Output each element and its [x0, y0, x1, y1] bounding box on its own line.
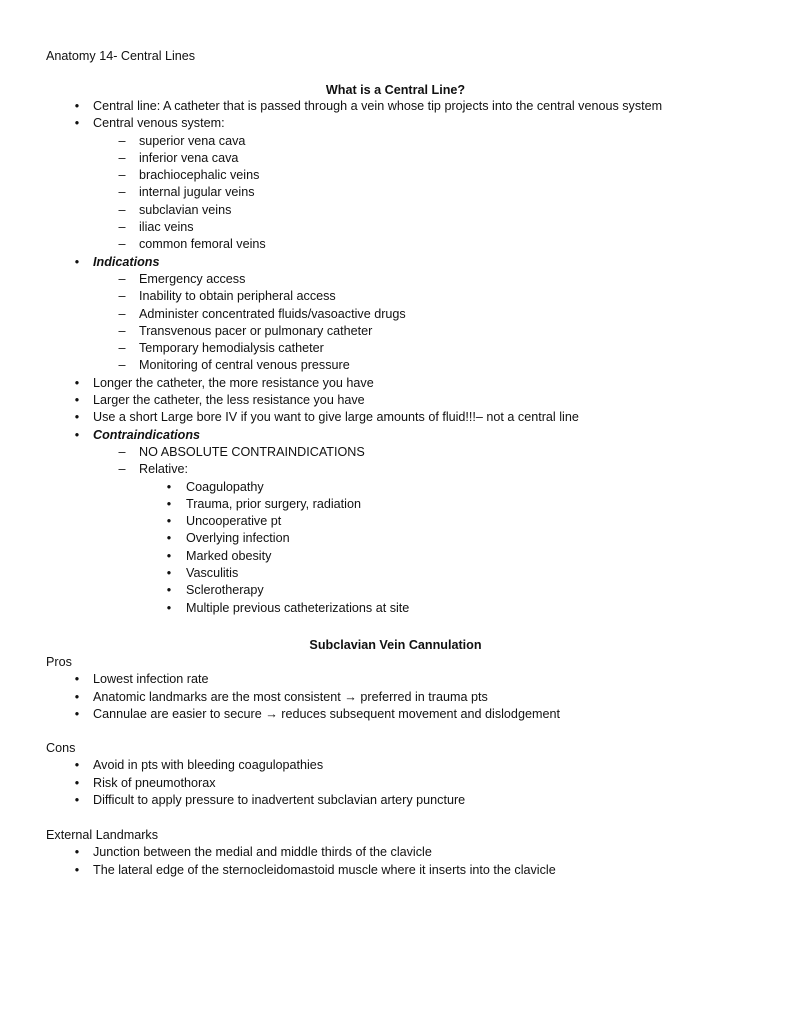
list-item-text: brachiocephalic veins — [139, 168, 260, 183]
dash-marker: – — [118, 341, 126, 356]
bullet-marker: • — [74, 410, 80, 425]
list-item-text: Monitoring of central venous pressure — [139, 358, 350, 373]
list-item-text: Uncooperative pt — [186, 514, 282, 529]
pros-section — [46, 654, 791, 723]
list-item — [46, 115, 791, 132]
list-item-text: Lowest infection rate — [93, 672, 209, 687]
list-item-text: Administer concentrated fluids/vasoactive drugs — [139, 306, 406, 321]
list-item-text: subclavian veins — [139, 202, 232, 217]
pros-label: Pros — [46, 655, 72, 669]
list-item — [46, 844, 791, 861]
list-item-text: Avoid in pts with bleeding coagulopathies — [93, 758, 324, 773]
external-landmarks-list — [46, 844, 791, 879]
list-item — [46, 288, 791, 305]
bullet-marker: • — [166, 514, 172, 529]
list-item-text: Use a short Large bore IV if you want to give large amounts of fluid!!!– not a central line — [93, 410, 579, 425]
dash-marker: – — [118, 202, 126, 217]
dash-marker: – — [118, 220, 126, 235]
list-item-text: The lateral edge of the sternocleidomastoid muscle where it inserts into the clavicle — [93, 862, 556, 877]
list-item — [46, 582, 791, 599]
dash-marker: – — [118, 185, 126, 200]
list-item — [46, 775, 791, 792]
dash-marker: – — [118, 289, 126, 304]
list-item — [46, 323, 791, 340]
list-item-text: Cannulae are easier to secure → reduces subsequent movement and dislodgement — [93, 706, 560, 721]
list-item-text: Larger the catheter, the less resistance you have — [93, 393, 365, 408]
dash-marker: – — [118, 168, 126, 183]
list-item-text: Vasculitis — [186, 566, 239, 581]
document-title: Anatomy 14- Central Lines — [46, 49, 196, 63]
external-landmarks-section — [46, 827, 791, 879]
list-item — [46, 565, 791, 582]
list-item — [46, 444, 791, 461]
list-item — [46, 461, 791, 478]
dash-marker: – — [118, 271, 126, 286]
cons-list — [46, 757, 791, 809]
dash-marker: – — [118, 444, 126, 459]
list-item — [46, 513, 791, 530]
dash-marker: – — [118, 358, 126, 373]
list-item-text: Relative: — [139, 462, 188, 477]
central-line-list — [46, 98, 791, 617]
bullet-marker: • — [74, 792, 80, 807]
list-item — [46, 496, 791, 513]
bullet-marker: • — [166, 496, 172, 511]
list-item — [46, 271, 791, 288]
list-item-text: Emergency access — [139, 271, 246, 286]
list-item — [46, 219, 791, 236]
bullet-marker: • — [166, 479, 172, 494]
list-item-text: common femoral veins — [139, 237, 266, 252]
list-item — [46, 792, 791, 809]
list-item — [46, 392, 791, 409]
list-item-text: Difficult to apply pressure to inadvertent subclavian artery puncture — [93, 792, 466, 807]
list-item-text: Inability to obtain peripheral access — [139, 289, 336, 304]
cons-label: Cons — [46, 741, 76, 755]
bullet-marker: • — [74, 845, 80, 860]
list-item — [46, 706, 791, 723]
bullet-marker: • — [166, 583, 172, 598]
bullet-marker: • — [74, 254, 80, 269]
list-item-text: Coagulopathy — [186, 479, 264, 494]
list-item-text: Longer the catheter, the more resistance you have — [93, 375, 374, 390]
list-item-text: Trauma, prior surgery, radiation — [186, 496, 361, 511]
cons-section — [46, 740, 791, 809]
list-item-text: inferior vena cava — [139, 150, 239, 165]
list-item-text: Junction between the medial and middle thirds of the clavicle — [93, 845, 432, 860]
list-item-text: Multiple previous catheterizations at site — [186, 600, 410, 615]
list-item — [46, 236, 791, 253]
list-item-text: Risk of pneumothorax — [93, 775, 216, 790]
pros-list — [46, 671, 791, 723]
bullet-marker: • — [166, 600, 172, 615]
list-item-text: Transvenous pacer or pulmonary catheter — [139, 323, 373, 338]
bullet-marker: • — [166, 548, 172, 563]
list-item-text: superior vena cava — [139, 133, 246, 148]
list-item — [46, 409, 791, 426]
list-item — [46, 375, 791, 392]
bullet-marker: • — [74, 99, 80, 113]
bullet-marker: • — [166, 566, 172, 581]
list-item — [46, 150, 791, 167]
list-item-text: Temporary hemodialysis catheter — [139, 341, 324, 356]
dash-marker: – — [118, 462, 126, 477]
list-item-text: Indications — [93, 254, 160, 269]
list-item-text: Sclerotherapy — [186, 583, 264, 598]
bullet-marker: • — [74, 758, 80, 773]
dash-marker: – — [118, 237, 126, 252]
list-item-text: internal jugular veins — [139, 185, 255, 200]
bullet-marker: • — [74, 427, 80, 442]
list-item — [46, 254, 791, 271]
bullet-marker: • — [74, 116, 80, 131]
bullet-marker: • — [166, 531, 172, 546]
list-item — [46, 671, 791, 688]
list-item-text: NO ABSOLUTE CONTRAINDICATIONS — [139, 444, 365, 459]
list-item-text: Anatomic landmarks are the most consistent → preferred in trauma pts — [93, 689, 488, 704]
list-item — [46, 184, 791, 201]
list-item — [46, 600, 791, 617]
list-item — [46, 340, 791, 357]
bullet-marker: • — [74, 775, 80, 790]
list-item-text: Central venous system: — [93, 116, 225, 131]
section-heading-subclavian: Subclavian Vein Cannulation — [309, 638, 482, 652]
list-item — [46, 530, 791, 547]
dash-marker: – — [118, 323, 126, 338]
dash-marker: – — [118, 133, 126, 148]
external-landmarks-label: External Landmarks — [46, 828, 158, 842]
list-item — [46, 357, 791, 374]
list-item — [46, 479, 791, 496]
bullet-marker: • — [74, 706, 80, 721]
bullet-marker: • — [74, 862, 80, 877]
list-item — [46, 133, 791, 150]
list-item — [46, 167, 791, 184]
bullet-marker: • — [74, 672, 80, 687]
bullet-marker: • — [74, 689, 80, 704]
list-item-text: Marked obesity — [186, 548, 272, 563]
list-item-text: iliac veins — [139, 220, 194, 235]
list-item — [46, 202, 791, 219]
list-item-text: Central line: A catheter that is passed through a vein whose tip projects into the central venous system — [93, 99, 663, 113]
dash-marker: – — [118, 306, 126, 321]
dash-marker: – — [118, 150, 126, 165]
list-item — [46, 689, 791, 706]
list-item — [46, 548, 791, 565]
section-heading-central-line: What is a Central Line? — [325, 83, 466, 97]
list-item — [46, 306, 791, 323]
list-item — [46, 862, 791, 879]
bullet-marker: • — [74, 393, 80, 408]
bullet-marker: • — [74, 375, 80, 390]
list-item — [46, 757, 791, 774]
list-item-text: Contraindications — [93, 427, 201, 442]
list-item — [46, 98, 791, 115]
list-item-text: Overlying infection — [186, 531, 290, 546]
list-item — [46, 427, 791, 444]
